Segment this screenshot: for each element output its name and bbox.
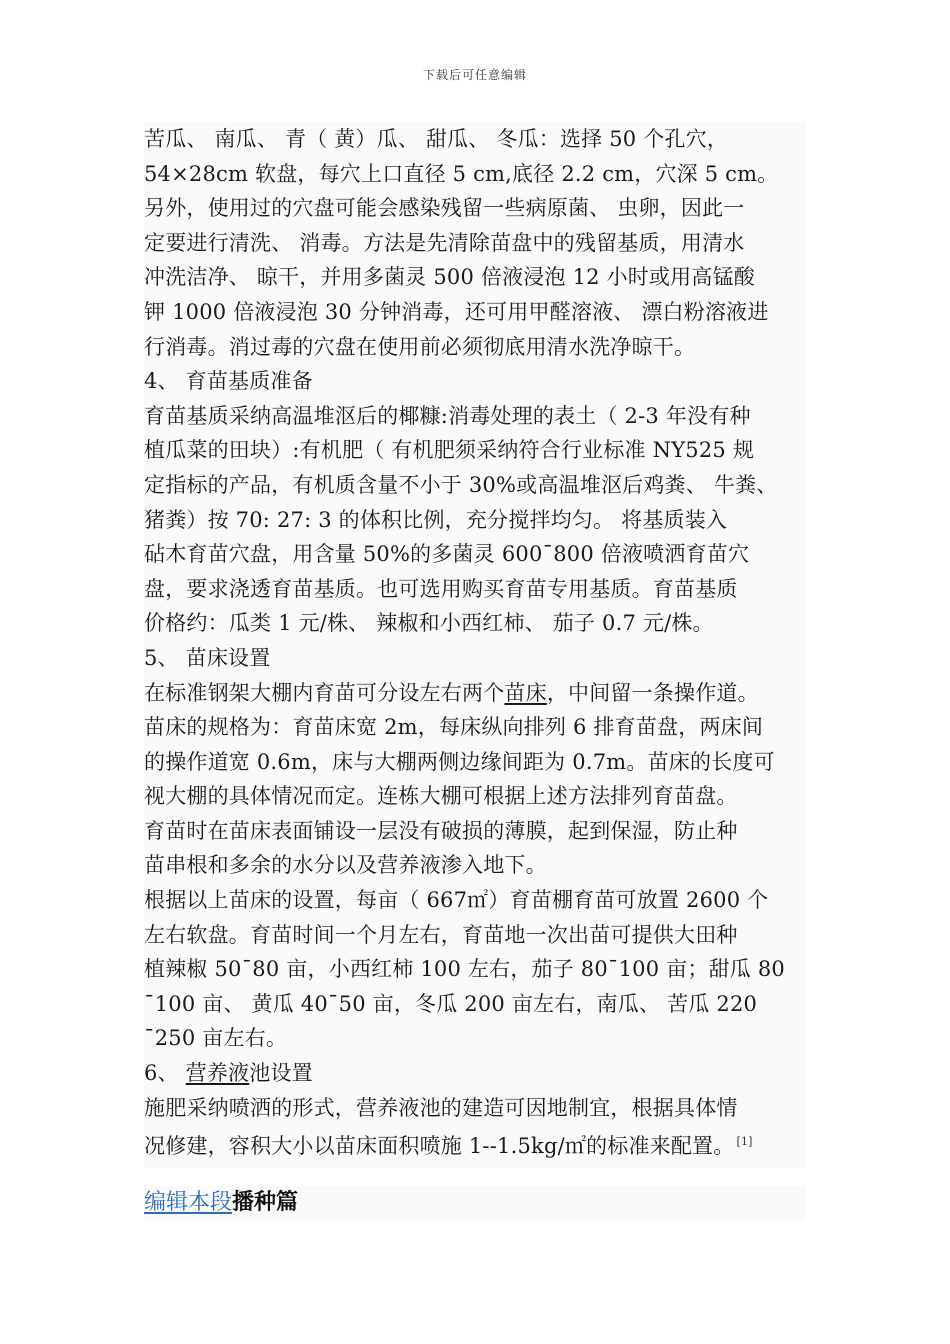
text-line: 苦瓜、 南瓜、 青（ 黄）瓜、 甜瓜、 冬瓜：选择 50 个孔穴， xyxy=(144,127,729,151)
section-title: 播种篇 xyxy=(232,1190,299,1215)
text-line: 钾 1000 倍液浸泡 30 分钟消毒，还可用甲醛溶液、 漂白粉溶液进 xyxy=(144,299,769,324)
section-heading-5: 5、 苗床设置 xyxy=(144,645,271,670)
text-line: 视大棚的具体情况而定。连栋大棚可根据上述方法排列育苗盘。 xyxy=(144,784,738,809)
text-span: 6、 xyxy=(144,1061,186,1086)
text-line: 冲洗洁净、 晾干，并用多菌灵 500 倍液浸泡 12 小时或用高锰酸 xyxy=(144,265,755,290)
text-line: 苗串根和多余的水分以及营养液渗入地下。 xyxy=(144,853,547,878)
text-line: 苗床的规格为：育苗床宽 2m，每床纵向排列 6 排育苗盘，两床间 xyxy=(144,715,764,740)
text-line: 育苗基质采纳高温堆沤后的椰糠:消毒处理的表土（ 2-3 年没有种 xyxy=(144,403,751,428)
text-line: 行消毒。消过毒的穴盘在使用前必须彻底用清水洗净晾干。 xyxy=(144,334,696,359)
text-span: ，中间留一条操作道。 xyxy=(546,680,759,705)
text-line: ¯250 亩左右。 xyxy=(144,1026,288,1051)
edit-section-link[interactable]: 编辑本段 xyxy=(144,1190,233,1215)
text-span: 在标准钢架大棚内育苗可分设左右两个 xyxy=(144,680,505,705)
text-span: 池设置 xyxy=(249,1061,313,1086)
text-line: 定要进行清洗、 消毒。方法是先清除苗盘中的残留基质，用清水 xyxy=(144,230,745,255)
text-line: 根据以上苗床的设置，每亩（ 667㎡）育苗棚育苗可放置 2600 个 xyxy=(144,888,769,913)
text-line: 猪粪）按 70: 27: 3 的体积比例，充分搅拌均匀。 将基质装入 xyxy=(144,507,728,532)
text-line: 另外，使用过的穴盘可能会感染残留一些病原菌、 虫卵，因此一 xyxy=(144,196,745,221)
text-line xyxy=(144,1125,806,1160)
text-line xyxy=(144,676,806,711)
nursery-bed-link[interactable]: 苗床 xyxy=(504,680,547,705)
text-line: 左右软盘。育苗时间一个月左右，育苗地一次出苗可提供大田种 xyxy=(144,922,738,947)
text-line: 砧木育苗穴盘，用含量 50%的多菌灵 600¯800 倍液喷洒育苗穴 xyxy=(144,542,750,567)
text-line: 54×28cm 软盘，每穴上口直径 5 cm,底径 2.2 cm，穴深 5 cm。 xyxy=(144,161,779,186)
text-line: 的操作道宽 0.6m，床与大棚两侧边缘间距为 0.7m。苗床的长度可 xyxy=(144,749,775,774)
text-line: 盘，要求浇透育苗基质。也可选用购买育苗专用基质。育苗基质 xyxy=(144,576,738,601)
text-line: 育苗时在苗床表面铺设一层没有破损的薄膜，起到保湿，防止种 xyxy=(144,818,738,843)
text-line: 定指标的产品，有机质含量不小于 30%或高温堆沤后鸡粪、 牛粪、 xyxy=(144,472,778,497)
citation-reference[interactable]: [1] xyxy=(736,1135,753,1149)
text-line: 价格约：瓜类 1 元/株、 辣椒和小西红柿、 茄子 0.7 元/株。 xyxy=(144,611,714,636)
section-heading-sowing xyxy=(144,1186,806,1220)
page-header: 下载后可任意编辑 xyxy=(422,68,527,82)
section-heading-6 xyxy=(144,1056,806,1091)
section-heading-4: 4、 育苗基质准备 xyxy=(144,369,313,394)
text-line: ¯100 亩、 黄瓜 40¯50 亩，冬瓜 200 亩左右，南瓜、 苦瓜 220 xyxy=(144,991,758,1016)
document-body xyxy=(144,122,806,1168)
text-span: 况修建，容积大小以苗床面积喷施 1--1.5kg/㎡的标准来配置。 xyxy=(144,1134,735,1159)
text-line: 植瓜菜的田块）:有机肥（ 有机肥须采纳符合行业标准 NY525 规 xyxy=(144,438,755,463)
text-line: 施肥采纳喷洒的形式，营养液池的建造可因地制宜，根据具体情 xyxy=(144,1095,738,1120)
text-line: 植辣椒 50¯80 亩，小西红柿 100 左右，茄子 80¯100 亩；甜瓜 80 xyxy=(144,957,785,982)
nutrient-solution-link[interactable]: 营养液 xyxy=(185,1061,250,1086)
